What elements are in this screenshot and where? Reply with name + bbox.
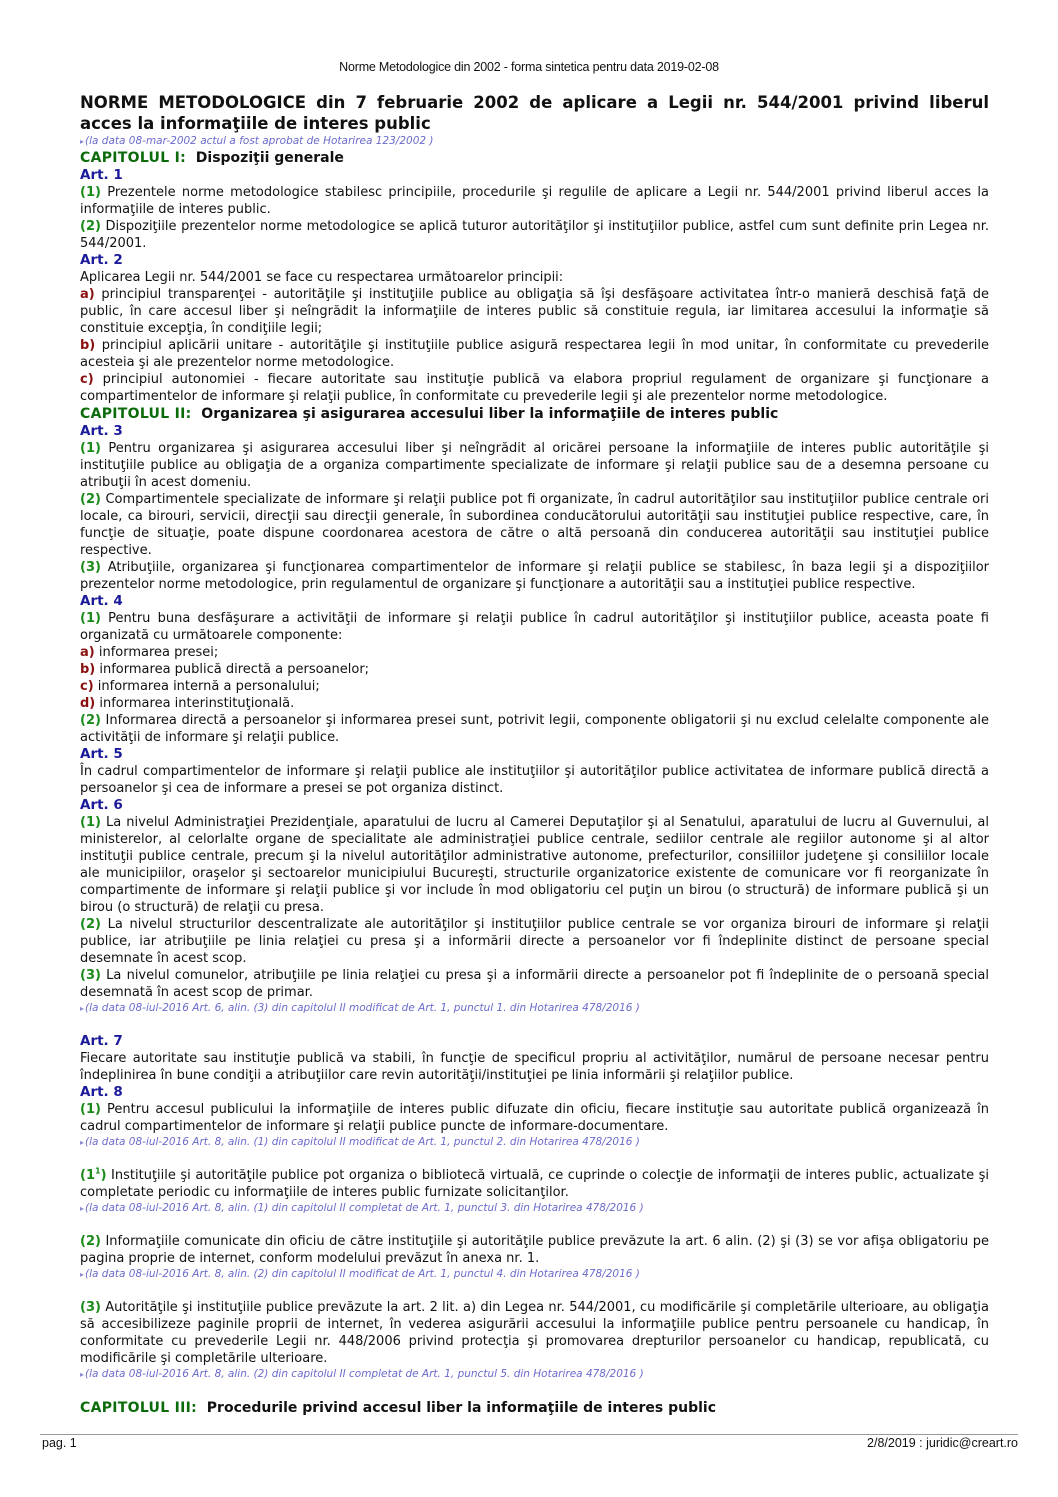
item-text: informarea publică directă a persoanelor; [95,662,370,677]
note-text: (la data 08-iul-2016 Art. 6, alin. (3) din capitolul II modificat de Art. 1, punctul 1. din Hotarirea 478/2016 ) [85,1002,640,1014]
para-number: (1) [80,611,101,626]
para-text: Pentru organizarea şi asigurarea accesului liber şi neîngrădit al oricărei persoane la informaţiile de interes public autorităţile şi instituţiile publice au obligaţia de a organiza compartimente specializate de informare şi relaţii publice sau de a desemna persoane cu atribuţii în acest domeniu. [80,441,989,490]
note-marker-icon: ▸ [80,1138,85,1147]
art8-para-1 [80,1101,989,1135]
art4-item-c [80,678,989,695]
item-letter: c) [80,679,94,694]
art7-text: Fiecare autoritate sau instituţie publică va stabili, în funcţie de specificul propriu al activităţilor, numărul de persoane necesar pentru îndeplinirea în bune condiţii a atribuţiilor care revin autorităţii/instituţiei pe linia informării şi relaţiilor publice. [80,1051,989,1083]
note-text: (la data 08-iul-2016 Art. 8, alin. (2) din capitolul II modificat de Art. 1, punctul 4. din Hotarirea 478/2016 ) [85,1268,640,1280]
para-number-superscript: 1 [95,1166,101,1176]
amendment-note[interactable] [80,1267,989,1282]
amendment-note[interactable] [80,1001,989,1016]
note-text: (la data 08-iul-2016 Art. 8, alin. (1) din capitolul II modificat de Art. 1, punctul 2. din Hotarirea 478/2016 ) [85,1136,640,1148]
note-marker-icon: ▸ [80,137,85,146]
art4-para-1 [80,610,989,644]
item-letter: a) [80,287,95,302]
note-text: (la data 08-mar-2002 actul a fost aprobat de Hotarirea 123/2002 ) [85,135,434,147]
para-text: Dispoziţiile prezentelor norme metodologice se aplică tuturor autorităţilor şi instituţiilor publice, astfel cum sunt definite prin Legea nr. 544/2001. [80,219,989,251]
art1-para-2 [80,218,989,252]
footer-date-contact: 2/8/2019 : juridic@creart.ro [867,1436,1018,1450]
article-7-heading: Art. 7 [80,1033,123,1049]
para-number-open: (1 [80,1168,95,1183]
para-number-close: ) [100,1168,107,1183]
chapter-label: CAPITOLUL I: [80,150,187,166]
note-text: (la data 08-iul-2016 Art. 8, alin. (1) din capitolul II completat de Art. 1, punctul 3. din Hotarirea 478/2016 ) [85,1202,644,1214]
article-5-heading: Art. 5 [80,746,123,762]
chapter-1-heading [80,149,989,167]
article-2-heading: Art. 2 [80,252,123,268]
art6-para-1 [80,814,989,916]
item-letter: c) [80,372,94,387]
art3-para-3 [80,559,989,593]
para-number: (1) [80,1102,101,1117]
art3-para-1 [80,440,989,491]
item-text: principiul aplicării unitare - autorităţile şi instituţiile publice asigură respectarea legii în mod unitar, în conformitate cu prevederile acesteia şi ale prezentelor norme metodologice. [80,338,989,370]
art4-item-a [80,644,989,661]
note-marker-icon: ▸ [80,1004,85,1013]
para-number: (1) [80,185,101,200]
chapter-2-heading [80,405,989,423]
chapter-label: CAPITOLUL III: [80,1400,198,1416]
note-marker-icon: ▸ [80,1270,85,1279]
art8-para-3 [80,1299,989,1367]
spacer [80,1382,989,1399]
art5-text: În cadrul compartimentelor de informare şi relaţii publice ale instituţiilor şi autorităţilor publice activitatea de informare publică directă a persoanelor şi cea de informare a presei se pot organiza distinct. [80,764,989,796]
article-8-heading: Art. 8 [80,1084,123,1100]
art2-item-c [80,371,989,405]
article-6-heading: Art. 6 [80,797,123,813]
chapter-title: Procedurile privind accesul liber la informaţiile de interes public [206,1400,716,1416]
art6-para-2 [80,916,989,967]
title-bold: NORME METODOLOGICE [80,93,307,112]
para-number: (3) [80,968,101,983]
art3-para-2 [80,491,989,559]
para-text: Compartimentele specializate de informare şi relaţii publice pot fi organizate, în cadrul autorităţilor sau instituţiilor publice centrale ori locale, ca birouri, servicii, direcţii sau direcţii generale, în subordinea conducătorului autorităţii sau instituţiei publice respective, care, în funcţie de situaţie, poate dispune coordonarea acestora de către o altă persoană din conducerea autorităţii sau instituţiei publice respective. [80,492,989,558]
art6-para-3 [80,967,989,1001]
para-text: La nivelul comunelor, atribuţiile pe linia relaţiei cu presa şi a informării directe a persoanelor pot fi îndeplinite de o persoană special desemnată în acest scop de primar. [80,968,989,1000]
para-number: (3) [80,560,101,575]
para-number: (2) [80,917,101,932]
art8-para-1-1 [80,1167,989,1201]
spacer [80,1150,989,1167]
amendment-note[interactable] [80,1135,989,1150]
para-number: (1) [80,815,101,830]
page-number: pag. 1 [42,1436,77,1450]
amendment-note[interactable] [80,1367,989,1382]
note-marker-icon: ▸ [80,1204,85,1213]
para-text: Prezentele norme metodologice stabilesc principiile, procedurile şi regulile de aplicare a Legii nr. 544/2001 privind liberul acces la informaţiile de interes public. [80,185,989,217]
item-text: informarea presei; [94,645,219,660]
amendment-note[interactable] [80,1201,989,1216]
art2-item-b [80,337,989,371]
para-text: La nivelul structurilor descentralizate ale autorităţilor şi instituţiilor publice centrale se vor organiza birouri de informare şi relaţii publice, iar atribuţiile pe linia relaţiei cu presa şi a informării directe a persoanelor vor fi îndeplinite distinct de persoane special desemnate în acest scop. [80,917,989,966]
para-number: (2) [80,1234,101,1249]
spacer [80,1216,989,1233]
item-letter: b) [80,338,96,353]
note-marker-icon: ▸ [80,1370,85,1379]
chapter-3-heading [80,1399,989,1417]
article-4-heading: Art. 4 [80,593,123,609]
art1-para-1 [80,184,989,218]
chapter-title: Organizarea şi asigurarea accesului liber la informaţiile de interes public [201,406,779,422]
para-number [80,1168,107,1183]
footer-divider [40,1434,1018,1435]
article-3-heading: Art. 3 [80,423,123,439]
running-header: Norme Metodologice din 2002 - forma sintetica pentru data 2019-02-08 [339,60,719,74]
document-title [80,92,989,134]
art4-para-2 [80,712,989,746]
art8-para-2 [80,1233,989,1267]
art4-item-b [80,661,989,678]
spacer [80,1282,989,1299]
para-text: La nivelul Administraţiei Prezidenţiale, aparatului de lucru al Camerei Deputaţilor şi al Senatului, aparatului de lucru al Guvernului, al ministerelor, al celorlalte organe de specialitate ale administraţiei publice centrale, sediilor centrale ale regiilor autonome şi al altor instituţii publice centrale, precum şi la nivelul autorităţilor administrative autonome, prefecturilor, consiliilor judeţene şi consiliilor locale ale municipiilor, oraşelor şi sectoarelor municipiului Bucureşti, structurile organizatorice existente de comunicare vor fi reorganizate în compartimente de informare şi relaţii publice şi vor include în mod obligatoriu cel puţin un birou (o structură) de informare publică şi un birou (o structură) de relaţii cu presa. [80,815,989,915]
item-text: principiul transparenţei - autorităţile şi instituţiile publice au obligaţia să îşi desfăşoare activitatea într-o manieră deschisă faţă de public, în care accesul liber şi neîngrădit la informaţiile de interes public să constituie regula, iar limitarea accesului la informaţie să constituie excepţia, în condiţiile legii; [80,287,989,336]
approval-note[interactable] [80,134,989,149]
title-rest: din 7 februarie 2002 de aplicare a Legii nr. 544/2001 privind liberul acces la informaţiile de interes public [80,93,990,133]
item-letter: b) [80,662,96,677]
para-text: Atribuţiile, organizarea şi funcţionarea compartimentelor de informare şi relaţii publice se stabilesc, în baza legii şi a dispoziţiilor prezentelor norme metodologice, prin regulamentul de organizare şi funcţionare a autorităţii sau a instituţiei publice respective. [80,560,989,592]
para-text: Pentru buna desfăşurare a activităţii de informare şi relaţii publice în cadrul autorităţilor şi instituţiilor publice, aceasta poate fi organizată cu următoarele componente: [80,611,989,643]
para-number: (2) [80,713,101,728]
item-text: informarea internă a personalului; [93,679,320,694]
para-number: (1) [80,441,101,456]
spacer [80,1016,989,1033]
chapter-title: Dispoziţii generale [195,150,344,166]
art2-item-a [80,286,989,337]
para-number: (2) [80,492,101,507]
para-number: (3) [80,1300,101,1315]
para-text: Autorităţile şi instituţiile publice prevăzute la art. 2 lit. a) din Legea nr. 544/2001, cu modificările şi completările ulterioare, au obligaţia să accesibilizeze paginile proprii de internet, în vederea asigurării accesului la informaţiile publice pentru persoanele cu handicap, în conformitate cu prevederile Legii nr. 448/2006 privind protecţia şi promovarea drepturilor persoanelor cu handicap, republicată, cu modificările şi completările ulterioare. [80,1300,989,1366]
item-letter: d) [80,696,96,711]
document-body [80,92,989,1417]
para-text: Informarea directă a persoanelor şi informarea presei sunt, potrivit legii, componente obligatorii şi nu exclud celelalte componente ale activităţii de informare şi relaţii publice. [80,713,989,745]
art4-item-d [80,695,989,712]
article-1-heading: Art. 1 [80,167,123,183]
item-letter: a) [80,645,95,660]
para-number: (2) [80,219,101,234]
para-text: Instituţiile şi autorităţile publice pot organiza o bibliotecă virtuală, ce cuprinde o colecţie de informaţii de interes public, actualizate şi completate periodic cu informaţiile de interes public furnizate solicitanţilor. [80,1168,989,1200]
item-text: principiul autonomiei - fiecare autoritate sau instituţie publică va elabora propriul regulament de organizare şi funcţionare a compartimentelor de informare şi relaţii publice, în conformitate cu prevederile legii şi ale prezentelor norme metodologice. [80,372,989,404]
para-text: Pentru accesul publicului la informaţiile de interes public difuzate din oficiu, fiecare instituţie sau autoritate publică organizează în cadrul compartimentelor de informare şi relaţii publice puncte de informare-documentare. [80,1102,989,1134]
para-text: Informaţiile comunicate din oficiu de către instituţiile şi autorităţile publice prevăzute la art. 6 alin. (2) şi (3) se vor afişa obligatoriu pe pagina proprie de internet, conform modelului prevăzut în anexa nr. 1. [80,1234,989,1266]
item-text: informarea interinstituţională. [95,696,295,711]
note-text: (la data 08-iul-2016 Art. 8, alin. (2) din capitolul II completat de Art. 1, punctul 5. din Hotarirea 478/2016 ) [85,1368,644,1380]
chapter-label: CAPITOLUL II: [80,406,192,422]
art2-intro: Aplicarea Legii nr. 544/2001 se face cu respectarea următoarelor principii: [80,270,564,285]
